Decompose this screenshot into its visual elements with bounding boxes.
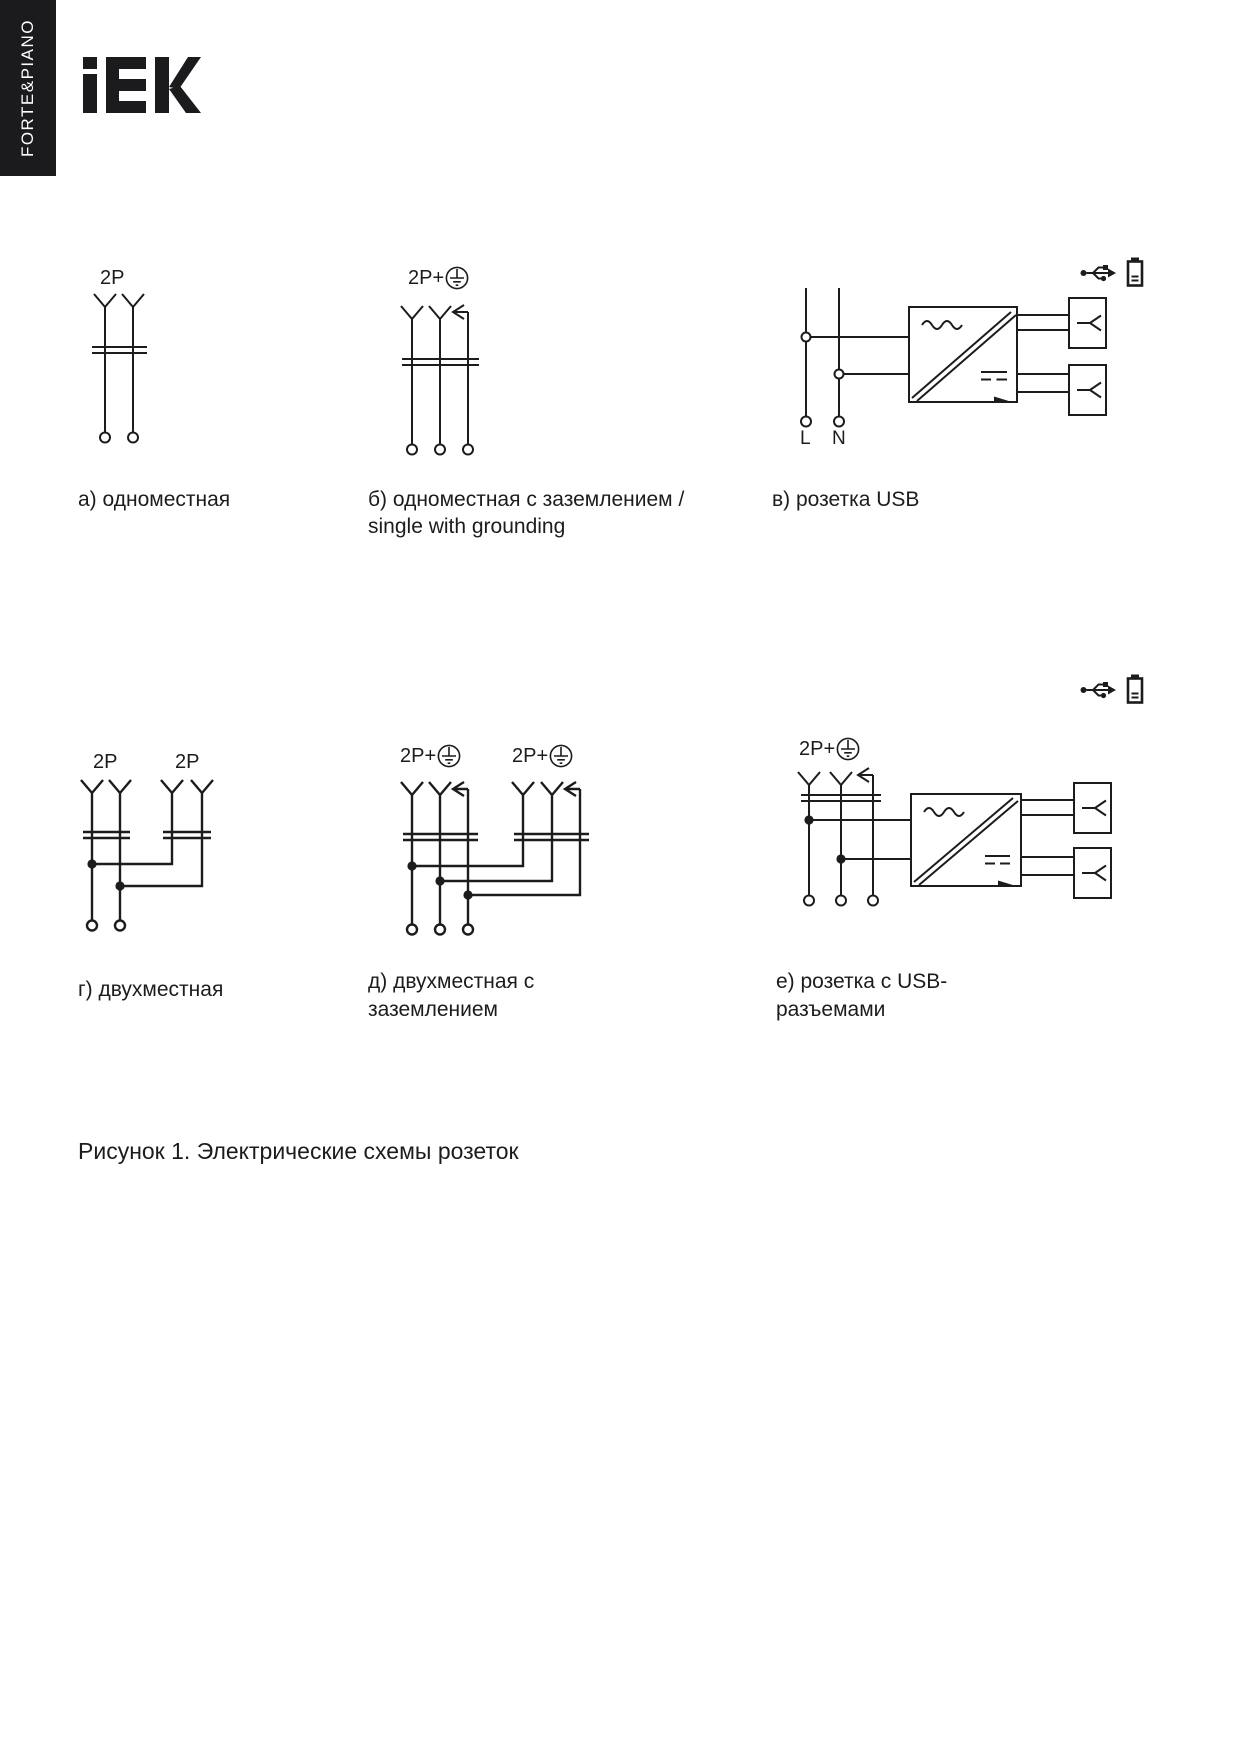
supply-lines xyxy=(801,288,909,427)
junction-dot xyxy=(435,876,444,885)
terminal xyxy=(100,433,110,443)
diagram-g-double-socket xyxy=(80,746,230,941)
usb-port-box xyxy=(1069,365,1106,415)
line-label: L xyxy=(800,428,811,449)
usb-port-box xyxy=(1074,848,1111,898)
protective-earth-icon xyxy=(445,266,469,290)
socket-contact xyxy=(401,782,563,924)
caption-g: г) двухместная xyxy=(78,978,224,1001)
diagram-e-socket-with-usb xyxy=(797,663,1172,918)
converter-feed-wires xyxy=(809,820,911,859)
single-grounded-schematic xyxy=(400,304,492,460)
single-socket-schematic xyxy=(86,292,166,448)
terminal xyxy=(463,925,473,935)
socket-contact xyxy=(401,306,451,444)
terminal xyxy=(836,896,846,906)
terminal xyxy=(463,445,473,455)
socket-contact xyxy=(81,780,213,920)
terminal xyxy=(834,417,844,427)
connection-bar xyxy=(403,834,589,840)
caption-d xyxy=(368,968,534,1024)
terminal xyxy=(435,445,445,455)
ground-contact xyxy=(453,782,580,924)
terminal xyxy=(128,433,138,443)
protective-earth-icon xyxy=(437,744,461,768)
usb-icon xyxy=(1080,679,1116,701)
caption-d-line2: заземлением xyxy=(368,998,498,1021)
junction-dot xyxy=(407,861,416,870)
ac-symbol xyxy=(924,808,964,816)
dc-output-wires xyxy=(1017,315,1069,392)
diagram-c-usb-socket xyxy=(797,240,1172,460)
usb-icon xyxy=(1080,262,1116,284)
terminal xyxy=(87,921,97,931)
pole-label-text: 2P+ xyxy=(408,267,445,289)
socket-usb-schematic xyxy=(797,767,1137,914)
terminal xyxy=(868,896,878,906)
junction-dot xyxy=(463,890,472,899)
neutral-label: N xyxy=(832,428,846,449)
caption-b-line1: б) одноместная с заземлением / xyxy=(368,488,685,511)
usb-contact xyxy=(1077,383,1101,398)
connection-bar xyxy=(92,347,147,353)
usb-port-box xyxy=(1074,783,1111,833)
pole-label-text: 2P+ xyxy=(400,745,437,767)
converter-divider xyxy=(914,798,1018,885)
pole-label: 2P xyxy=(93,751,118,773)
usb-port-box xyxy=(1069,298,1106,348)
figure-caption: Рисунок 1. Электрические схемы розеток xyxy=(78,1138,519,1164)
caption-c: в) розетка USB xyxy=(772,488,920,511)
pole-label: 2P xyxy=(175,751,200,773)
caption-b xyxy=(368,486,684,540)
ac-dc-converter-box xyxy=(909,307,1017,402)
caption-e-line1: е) розетка с USB- xyxy=(776,970,948,993)
terminal xyxy=(435,925,445,935)
caption-b-line2: single with grounding xyxy=(368,515,566,538)
battery-icon xyxy=(1126,674,1144,704)
caption-e xyxy=(776,968,947,1024)
ground-contact xyxy=(453,305,468,444)
dc-output-wires xyxy=(1021,800,1074,875)
caption-e-line2: разъемами xyxy=(776,998,886,1021)
diagram-b-single-socket-grounded xyxy=(400,264,500,460)
usb-socket-schematic xyxy=(797,286,1137,436)
protective-earth-icon xyxy=(549,744,573,768)
iek-logo xyxy=(83,57,201,113)
connection-bar xyxy=(83,832,211,838)
terminal xyxy=(804,896,814,906)
double-socket-schematic xyxy=(80,778,220,934)
brand-banner xyxy=(0,0,56,176)
usb-contact xyxy=(1077,316,1101,331)
ac-dc-converter-box xyxy=(911,794,1021,886)
terminal xyxy=(115,921,125,931)
dc-symbol xyxy=(985,856,1010,864)
socket-contact xyxy=(94,294,144,432)
ground-contact xyxy=(858,768,873,895)
protective-earth-icon xyxy=(836,737,860,761)
banner-text: FORTE&PIANO xyxy=(18,18,37,158)
junction-dot xyxy=(115,881,124,890)
pole-label-text: 2P+ xyxy=(512,745,549,767)
pole-label xyxy=(512,744,573,768)
double-grounded-schematic xyxy=(400,778,595,940)
dc-symbol xyxy=(981,372,1007,380)
socket-contact xyxy=(798,772,852,895)
junction-dot xyxy=(804,815,813,824)
terminal xyxy=(407,925,417,935)
diagram-a-single-socket xyxy=(86,266,176,456)
converter-divider xyxy=(912,312,1016,401)
junction-dot xyxy=(87,859,96,868)
ac-symbol xyxy=(922,321,962,329)
caption-d-line1: д) двухместная с xyxy=(368,970,535,993)
pole-label-text: 2P+ xyxy=(799,738,836,760)
junction-terminal xyxy=(802,333,811,342)
pole-label xyxy=(408,266,469,290)
junction-terminal xyxy=(835,370,844,379)
usb-contact xyxy=(1082,866,1106,881)
diagram-d-double-socket-grounded xyxy=(400,742,600,947)
caption-a: а) одноместная xyxy=(78,488,231,511)
iek-logo-letters xyxy=(83,57,201,113)
terminal xyxy=(407,445,417,455)
pole-label xyxy=(799,737,860,761)
junction-dot xyxy=(836,854,845,863)
terminal xyxy=(801,417,811,427)
battery-icon xyxy=(1126,257,1144,287)
pole-label xyxy=(400,744,461,768)
pole-label: 2P xyxy=(100,267,125,289)
usb-contact xyxy=(1082,801,1106,816)
